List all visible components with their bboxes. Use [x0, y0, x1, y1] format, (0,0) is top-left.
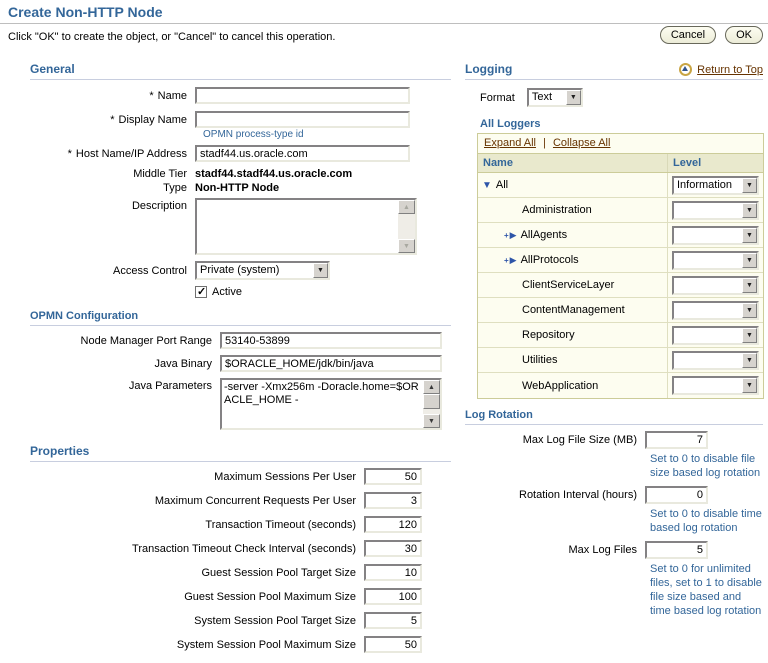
host-input[interactable] — [195, 145, 410, 162]
level-select[interactable]: Information ▼ — [672, 176, 759, 195]
logger-name: All — [495, 179, 509, 191]
dropdown-arrow-icon[interactable] — [742, 278, 757, 293]
property-label: System Session Pool Target Size — [194, 614, 356, 627]
property-label: Transaction Timeout Check Interval (seconds) — [132, 542, 356, 555]
access-control-label: Access Control — [113, 264, 187, 277]
max-log-files-hint: Set to 0 for unlimited files, set to 1 to disable file size based and time based log rotation — [650, 563, 762, 617]
scroll-up-icon[interactable] — [423, 380, 440, 394]
logger-row — [478, 248, 763, 273]
property-label: Guest Session Pool Target Size — [201, 566, 356, 579]
description-label: Description — [131, 200, 187, 212]
system-pool-max-input[interactable] — [364, 636, 422, 653]
logger-name: ContentManagement — [522, 304, 625, 316]
max-sessions-per-user-input[interactable] — [364, 468, 422, 485]
logger-row — [478, 198, 763, 223]
java-binary-label: Java Binary — [154, 357, 212, 370]
scroll-down-icon[interactable] — [398, 239, 415, 253]
java-binary-input[interactable] — [220, 355, 442, 372]
property-label: Maximum Sessions Per User — [214, 470, 356, 483]
port-range-input[interactable] — [220, 332, 442, 349]
format-label: Format — [480, 91, 515, 104]
level-select[interactable] — [672, 376, 759, 395]
ok-button[interactable]: OK — [725, 26, 763, 44]
page-title: Create Non-HTTP Node — [8, 4, 163, 20]
property-label: Transaction Timeout (seconds) — [205, 518, 356, 531]
level-select[interactable] — [672, 226, 759, 245]
logger-row — [478, 223, 763, 248]
dropdown-arrow-icon[interactable] — [742, 328, 757, 343]
logger-name: ClientServiceLayer — [522, 279, 615, 291]
max-log-file-size-input[interactable] — [645, 431, 708, 449]
logger-row — [478, 273, 763, 298]
logger-name: WebApplication — [522, 379, 599, 392]
property-label: System Session Pool Maximum Size — [176, 638, 356, 651]
rotation-interval-input[interactable] — [645, 486, 708, 504]
type-label: Type — [163, 182, 187, 194]
java-parameters-label: Java Parameters — [128, 380, 212, 392]
scroll-thumb[interactable] — [423, 394, 440, 409]
log-rotation-heading: Log Rotation — [465, 409, 763, 425]
expand-node-icon[interactable] — [504, 255, 517, 266]
active-label: Active — [212, 286, 242, 298]
property-label: Guest Session Pool Maximum Size — [184, 590, 356, 603]
properties-heading: Properties — [30, 444, 451, 462]
scroll-down-icon[interactable] — [423, 414, 440, 428]
max-log-file-size-label: Max Log File Size (MB) — [522, 434, 637, 446]
name-label: * Name — [149, 89, 187, 102]
collapse-node-icon[interactable] — [482, 180, 492, 191]
display-name-input[interactable] — [195, 111, 410, 128]
level-select[interactable] — [672, 326, 759, 345]
logger-row — [478, 323, 763, 348]
java-parameters-textarea[interactable]: -server -Xmx256m -Doracle.home=$ORACLE_HOME - — [224, 381, 419, 406]
format-select[interactable]: Text ▼ — [527, 88, 583, 107]
instruction-text: Click "OK" to create the object, or "Cancel" to cancel this operation. — [8, 31, 336, 43]
rotation-interval-label: Rotation Interval (hours) — [519, 489, 637, 501]
logger-name: AllProtocols — [520, 254, 579, 266]
loggers-table — [477, 133, 764, 399]
active-checkbox[interactable] — [195, 286, 207, 298]
display-name-hint: OPMN process-type id — [203, 129, 304, 140]
max-log-files-input[interactable] — [645, 541, 708, 559]
logger-row — [478, 298, 763, 323]
dropdown-arrow-icon[interactable] — [742, 253, 757, 268]
port-range-label: Node Manager Port Range — [80, 334, 212, 347]
property-label: Maximum Concurrent Requests Per User — [154, 494, 356, 507]
logger-name: Utilities — [522, 354, 558, 366]
loggers-header-row — [478, 154, 763, 173]
level-select[interactable] — [672, 201, 759, 220]
loggers-toolbar: Expand All | Collapse All — [478, 134, 763, 154]
right-column — [465, 62, 763, 624]
logger-name: Administration — [522, 204, 592, 216]
name-input[interactable] — [195, 87, 410, 104]
dropdown-arrow-icon[interactable] — [742, 178, 757, 193]
middle-tier-label: Middle Tier — [133, 168, 187, 180]
name-column-header: Name — [483, 157, 513, 169]
guest-pool-max-input[interactable] — [364, 588, 422, 605]
return-to-top-icon[interactable] — [679, 63, 692, 76]
dropdown-arrow-icon[interactable] — [742, 203, 757, 218]
collapse-all-link[interactable]: Collapse All — [552, 137, 611, 149]
opmn-configuration-heading: OPMN Configuration — [30, 310, 451, 326]
dropdown-arrow-icon[interactable] — [742, 303, 757, 318]
description-scrollbar[interactable] — [398, 200, 415, 253]
access-control-select[interactable]: Private (system) ▼ — [195, 261, 330, 280]
max-log-file-size-hint: Set to 0 to disable file size based log rotation — [650, 453, 761, 479]
page-header — [0, 0, 768, 48]
timeout-check-interval-input[interactable] — [364, 540, 422, 557]
max-log-files-label: Max Log Files — [568, 544, 637, 556]
dropdown-arrow-icon[interactable] — [566, 90, 581, 105]
transaction-timeout-input[interactable] — [364, 516, 422, 533]
logging-heading: Logging — [465, 62, 513, 76]
expand-node-icon[interactable] — [504, 230, 517, 241]
level-select[interactable] — [672, 301, 759, 320]
scroll-up-icon[interactable] — [398, 200, 415, 214]
cancel-button[interactable]: Cancel — [660, 26, 716, 44]
expand-all-link[interactable]: Expand All — [484, 137, 536, 149]
logger-row — [478, 348, 763, 373]
logger-name: Repository — [522, 329, 575, 341]
level-select[interactable] — [672, 351, 759, 370]
display-name-label: * Display Name — [110, 113, 187, 126]
dropdown-arrow-icon[interactable] — [742, 353, 757, 368]
level-select[interactable] — [672, 276, 759, 295]
logger-name: AllAgents — [520, 229, 568, 241]
general-heading: General — [30, 62, 451, 80]
rotation-interval-hint: Set to 0 to disable time based log rotation — [650, 508, 762, 534]
guest-pool-target-input[interactable] — [364, 564, 422, 581]
description-textarea[interactable] — [197, 200, 398, 253]
middle-tier-value: stadf44.stadf44.us.oracle.com — [195, 168, 353, 180]
type-value: Non-HTTP Node — [195, 182, 280, 194]
return-to-top-link[interactable]: Return to Top — [679, 63, 763, 76]
left-column — [30, 62, 451, 653]
host-label: * Host Name/IP Address — [67, 147, 187, 160]
system-pool-target-input[interactable] — [364, 612, 422, 629]
all-loggers-heading: All Loggers — [480, 118, 541, 130]
logger-row — [478, 173, 763, 198]
dropdown-arrow-icon[interactable] — [742, 228, 757, 243]
max-concurrent-requests-input[interactable] — [364, 492, 422, 509]
logger-row — [478, 373, 763, 398]
level-column-header: Level — [667, 154, 763, 172]
level-select[interactable] — [672, 251, 759, 270]
dropdown-arrow-icon[interactable] — [313, 263, 328, 278]
java-parameters-scrollbar[interactable] — [423, 380, 440, 428]
dropdown-arrow-icon[interactable] — [742, 378, 757, 393]
